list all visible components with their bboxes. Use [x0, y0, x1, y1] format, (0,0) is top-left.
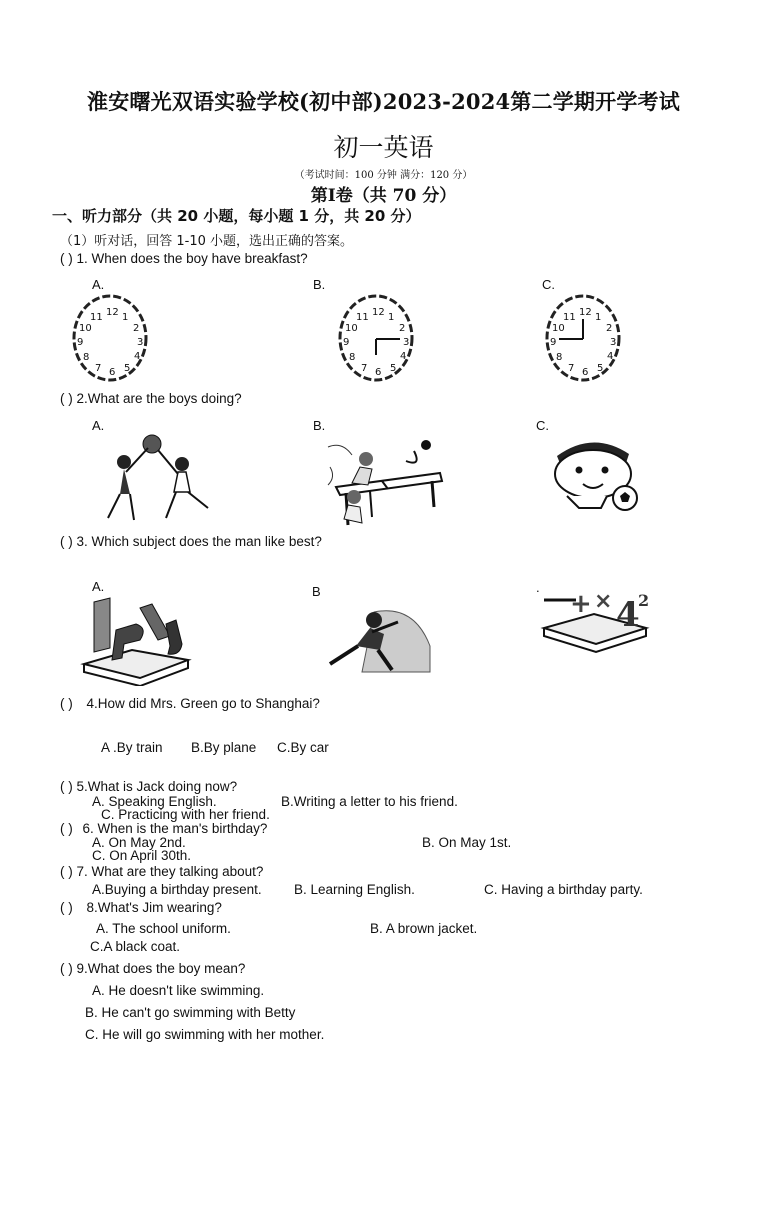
- question-9: [60, 961, 245, 976]
- svg-text:5: 5: [597, 363, 604, 374]
- svg-text:2: 2: [606, 323, 613, 334]
- svg-text:4: 4: [616, 595, 640, 635]
- question-text: 3. Which subject does the man like best?: [76, 534, 322, 549]
- option-a[interactable]: A. The school uniform.: [96, 921, 231, 936]
- answer-blank[interactable]: ( ): [60, 821, 73, 836]
- svg-text:12: 12: [106, 307, 119, 318]
- svg-text:8: 8: [349, 352, 356, 363]
- option-label-a: A.: [92, 418, 105, 433]
- option-b[interactable]: B.By plane: [191, 740, 257, 755]
- svg-text:×: ×: [594, 589, 613, 614]
- svg-text:7: 7: [568, 363, 575, 374]
- question-text: 4.How did Mrs. Green go to Shanghai?: [86, 696, 320, 711]
- svg-text:11: 11: [356, 312, 369, 323]
- clock-icon: [336, 293, 420, 383]
- option-c[interactable]: C.A black coat.: [90, 939, 181, 954]
- svg-text:5: 5: [124, 363, 131, 374]
- option-label-b: B: [312, 584, 321, 599]
- ping-pong-players-icon: [322, 437, 452, 531]
- option-a[interactable]: A. Speaking English.: [92, 794, 217, 809]
- svg-text:8: 8: [83, 352, 90, 363]
- answer-blank[interactable]: ( ): [60, 900, 73, 915]
- answer-blank[interactable]: ( ): [60, 961, 73, 976]
- svg-text:10: 10: [345, 323, 358, 334]
- question-text: 1. When does the boy have breakfast?: [76, 251, 308, 266]
- svg-text:10: 10: [79, 323, 92, 334]
- answer-blank[interactable]: ( ): [60, 696, 73, 711]
- english-book-icon: [80, 594, 192, 686]
- svg-text:4: 4: [607, 351, 614, 362]
- svg-text:9: 9: [343, 337, 350, 348]
- answer-blank[interactable]: ( ): [60, 251, 73, 266]
- svg-text:2: 2: [133, 323, 140, 334]
- clock-icon: [70, 293, 154, 383]
- option-label-c: C.: [542, 277, 555, 292]
- question-3: [60, 534, 322, 549]
- svg-text:6: 6: [375, 367, 382, 378]
- answer-blank[interactable]: ( ): [60, 779, 73, 794]
- math-book-icon: [538, 578, 654, 662]
- option-c[interactable]: C. On April 30th.: [92, 848, 192, 863]
- question-1: [60, 251, 308, 266]
- question-6: [60, 821, 267, 836]
- answer-blank[interactable]: ( ): [60, 391, 73, 406]
- answer-blank[interactable]: ( ): [60, 864, 73, 879]
- question-text: 9.What does the boy mean?: [76, 961, 246, 976]
- question-8: [60, 900, 222, 915]
- question-2: [60, 391, 242, 406]
- svg-text:3: 3: [403, 337, 410, 348]
- part-heading: 第Ⅰ卷（共 70 分）: [310, 186, 457, 206]
- runner-pe-icon: [322, 606, 434, 676]
- svg-text:1: 1: [122, 312, 129, 323]
- option-b[interactable]: B. A brown jacket.: [370, 921, 478, 936]
- svg-text:10: 10: [552, 323, 565, 334]
- svg-text:2: 2: [638, 591, 650, 610]
- basketball-players-icon: [86, 432, 218, 524]
- svg-text:3: 3: [137, 337, 144, 348]
- svg-text:+: +: [570, 589, 592, 619]
- svg-text:6: 6: [109, 367, 116, 378]
- option-b[interactable]: B. He can't go swimming with Betty: [85, 1005, 296, 1020]
- option-c[interactable]: C. Having a birthday party.: [484, 882, 643, 897]
- option-c[interactable]: C. He will go swimming with her mother.: [85, 1027, 325, 1042]
- svg-text:2: 2: [399, 323, 406, 334]
- clock-icon: [543, 293, 627, 383]
- svg-text:9: 9: [550, 337, 557, 348]
- question-text: 5.What is Jack doing now?: [76, 779, 238, 794]
- question-4: [60, 696, 320, 711]
- section-heading: 一、听力部分（共 20 小题，每小题 1 分，共 20 分）: [52, 207, 421, 225]
- option-label-a: A.: [92, 277, 105, 292]
- svg-text:11: 11: [563, 312, 576, 323]
- question-7: [60, 864, 263, 879]
- exam-subject: 初一英语: [333, 133, 434, 162]
- svg-text:11: 11: [90, 312, 103, 323]
- football-boy-icon: [543, 436, 643, 516]
- option-label-c: C.: [536, 418, 549, 433]
- svg-text:1: 1: [595, 312, 602, 323]
- exam-meta: （考试时间：100 分钟 满分：120 分）: [294, 170, 473, 181]
- svg-text:5: 5: [390, 363, 397, 374]
- option-c[interactable]: C. Practicing with her friend.: [101, 807, 270, 822]
- answer-blank[interactable]: ( ): [60, 534, 73, 549]
- svg-text:12: 12: [579, 307, 592, 318]
- svg-text:4: 4: [134, 351, 141, 362]
- question-text: 2.What are the boys doing?: [76, 391, 242, 406]
- option-a[interactable]: A.Buying a birthday present.: [92, 882, 262, 897]
- option-c[interactable]: C.By car: [277, 740, 329, 755]
- option-b[interactable]: B. On May 1st.: [422, 835, 512, 850]
- question-5: [60, 779, 237, 794]
- question-text: 7. What are they talking about?: [76, 864, 264, 879]
- option-label-b: B.: [313, 277, 326, 292]
- section-instruction: （1）听对话，回答 1-10 小题，选出正确的答案。: [60, 234, 354, 249]
- svg-text:1: 1: [388, 312, 395, 323]
- svg-text:12: 12: [372, 307, 385, 318]
- option-label-b: B.: [313, 418, 326, 433]
- question-text: 6. When is the man's birthday?: [82, 821, 268, 836]
- option-a[interactable]: A .By train: [101, 740, 163, 755]
- option-label-c: .: [536, 580, 540, 595]
- question-text: 8.What's Jim wearing?: [86, 900, 222, 915]
- svg-text:7: 7: [361, 363, 368, 374]
- option-label-a: A.: [92, 579, 105, 594]
- option-b[interactable]: B. Learning English.: [294, 882, 415, 897]
- option-a[interactable]: A. He doesn't like swimming.: [92, 983, 265, 998]
- svg-text:3: 3: [610, 337, 617, 348]
- option-b[interactable]: B.Writing a letter to his friend.: [281, 794, 458, 809]
- exam-title: 淮安曙光双语实验学校(初中部)2023-2024第二学期开学考试: [87, 89, 680, 114]
- option-a[interactable]: A. On May 2nd.: [92, 835, 186, 850]
- svg-text:8: 8: [556, 352, 563, 363]
- svg-text:7: 7: [95, 363, 102, 374]
- svg-text:6: 6: [582, 367, 589, 378]
- svg-text:9: 9: [77, 337, 84, 348]
- svg-text:4: 4: [400, 351, 407, 362]
